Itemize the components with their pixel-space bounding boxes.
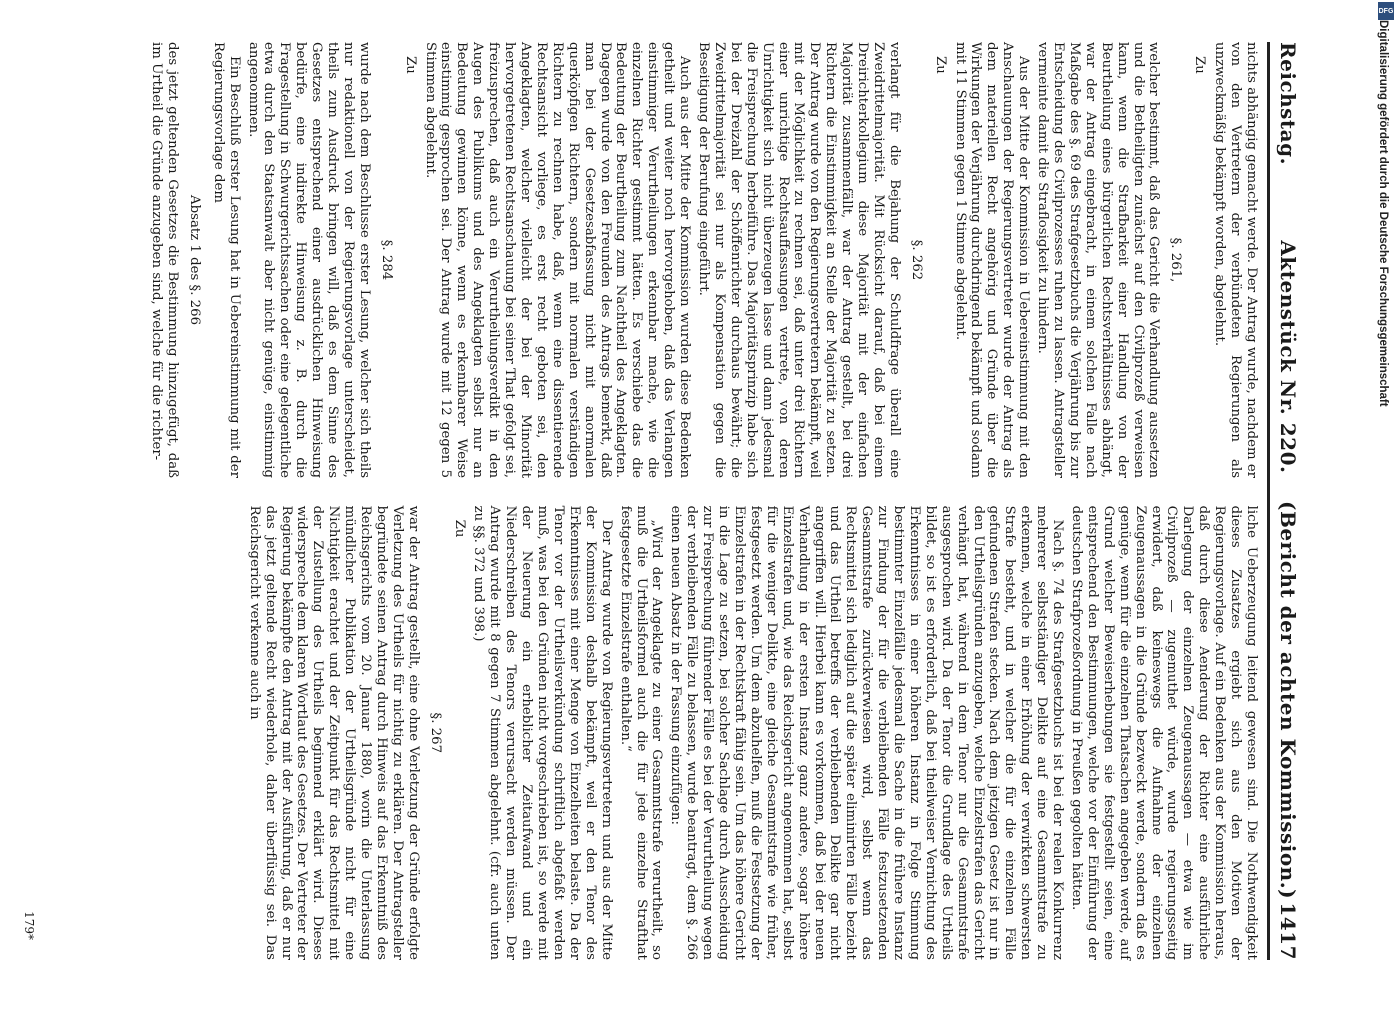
header-left-subtitle: Aktenstück Nr. 220. <box>1276 240 1300 474</box>
zu-label: Zu <box>402 56 418 74</box>
quoted-paragraph: „Wird der Angeklagte zu einer Gesammtstrafe verurtheilt, so muß die Urtheilsformel auch die für jede einzelne Strafthat festgesetzte Einzelstrafe enthalten.“ <box>617 505 665 960</box>
dfg-logo-icon: DFG <box>1378 2 1394 20</box>
zu-label: Zu <box>1192 56 1208 74</box>
paragraph: wurde nach dem Beschlusse erster Lesung, welcher sich theils nur redaktionell von der Regierungsvorlage unterscheidet, theils zum Ausdruck bringen will, daß es dem Sinne des Gesetzes entsprechend einer ausdrücklichen Hinweisung bedürfe, eine indirekte Hinweisung z. B. durch die Fragestellung in Schwurgerichtssachen oder eine gelegentliche etwa durch den Staatsanwalt aber nicht genüge, einstimmig angenommen. <box>245 42 372 479</box>
signature-mark: 179* <box>22 911 36 940</box>
paragraph: liche Ueberzeugung leitend gewesen sind. Die Nothwendigkeit dieses Zusatzes ergiebt sich aus den Motiven der Regierungsvorlage. Auf ein Bedenken aus der Kommission heraus, daß durch diese Aenderung der Richter eine ausführliche Darlegung der einzelnen Zeugenaussagen — etwa wie im Civilprozeß — zugemuthet würde, wurde regierungsseitig erwidert, daß keineswegs die Aufnahme der einzelnen Zeugenaussagen in die Gründe bezweckt werde, sondern daß es genüge, wenn für die einzelnen Thatsachen angegeben werde, auf Grund welcher Beweiserhebungen sie festgestellt seien, eine entsprechend den Bestimmungen, welche vor der Einführung der deutschen Strafprozeßordnung in Preußen gegolten hätten. <box>1069 505 1259 960</box>
paragraph: Nach §. 74 des Strafgesetzbuchs ist bei der realen Konkurrenz mehrerer selbstständiger Delikte auf eine Gesammtstrafe zu erkennen, welche in einer Erhöhung der verwirkten schwersten Strafe besteht, und in welcher die für die einzelnen Fälle gefundenen Strafen stecken. Nach dem jetzigen Gesetz ist nur in den Urtheilsgründen anzugeben, welche Einzelstrafen das Gericht verhängt hat, während in dem Tenor nur die Gesammtstrafe ausgesprochen wird. Da der Tenor die Grundlage des Urtheils bildet, so ist es erforderlich, daß bei theilweiser Vernichtung des Erkenntnisses in einer höheren Instanz in Folge Stimmung bestimmter Einzelfälle jedesmal die Sache in die frühere Instanz zur Findung der für die verbleibenden Fälle festzusetzenden Gesammtstrafe zurückverwiesen wird, selbst wenn das Rechtsmittel sich lediglich auf die später eliminirten Fälle bezieht und das Urtheil betreffs der verbleibenden Delikte gar nicht angegriffen will. Hierbei kann es vorkommen, daß bei der neuen Verhandlung in der ersten Instanz ganz andere, sogar höhere Einzelstrafen und, wie das Reichsgericht angenommen hat, selbst für die weniger Delikte, eine gleiche Gesammtstrafe wie früher, festgesetzt werden. Um dem abzuhelfen, muß die Festsetzung der Einzelstrafen in der Rechtskraft fähig sein. Um das höhere Gericht in die Lage zu setzen, bei solcher Sachlage durch Ausscheidung zur Freisprechung führender Fälle es bei der Verurtheilung wegen der verbleibenden Fälle zu belassen, wurde beantragt, dem §. 266 einen neuen Absatz in der Fassung einzufügen: <box>668 505 1066 960</box>
header-right-title: (Bericht der achten Kommission.) <box>1276 501 1300 900</box>
zu-label: Zu <box>932 56 948 74</box>
paragraph: des jetzt geltenden Gesetzes die Bestimmung hinzugefügt, daß im Urtheil die Gründe anzugeben sind, welche für die richter- <box>149 42 180 479</box>
paragraph: Aus der Mitte der Kommission in Uebereinstimmung mit den Anschauungen der Regierungsvertreter wurde der Antrag als dem materiellen Recht angehörig und Gründe über die Wirkungen der Verjährung durchdringend bekämpft und sodann mit 11 Stimmen gegen 1 Stimme abgelehnt. <box>952 42 1032 479</box>
paragraph: verlangt für die Bejahung der Schuldfrage überall eine Zweidrittelmajorität. Mit Rücksicht darauf, daß bei einem Dreirichterkollegium diese Majorität mit der einfachen Majorität zusammenfällt, war der Antrag gestellt, bei drei Richtern die Einstimmigkeit an Stelle der Majorität zu setzen. Der Antrag wurde von den Regierungsvertretern bekämpft, weil mit der Möglichkeit zu rechnen sei, daß unter drei Richtern einer unrichtige Rechtsauffassungen vertrete, von deren Unrichtigkeit sich nicht überzeugen lasse und dann jedesmal die Freisprechung herbeiführe. Das Majoritätsprinzip habe sich bei der Dreizahl der Schöffenrichter durchaus bewährt; die Zweidrittelmajorität sei nur als Kompensation gegen die Beseitigung der Berufung eingeführt. <box>696 42 902 479</box>
page-number: 1417 <box>1276 902 1300 960</box>
paragraph: Der Antrag wurde von Regierungsvertretern und aus der Mitte der Kommission deshalb bekämpft, weil er den Tenor des Erkenntnisses mit einer Menge von Einzelheiten belaste. Da der Tenor vor der Urtheilsverkündung schriftlich abgefaßt werden muß, was bei den Gründen nicht vorgeschrieben ist, so werde mit der Neuerung ein erheblicher Zeitaufwand und ein Niederschreiben des Tenors verursacht werden müssen. Der Antrag wurde mit 8 gegen 7 Stimmen abgelehnt. (cfr. auch unten zu §§. 372 und 398.) <box>471 505 614 960</box>
paragraph: Auch aus der Mitte der Kommission wurden diese Bedenken getheilt und weiter noch hervorgehoben, daß das Verlangen einstimmiger Verurtheilungen erkennbar mache, wie die einzelnen Richter gestimmt hätten. Es verschiebe das die Bedeutung der Beurtheilung zum Nachtheil des Angeklagten. Dagegen wurde von den Freunden des Antrags bemerkt, daß man bei der Gesetzesabfassung nicht mit anormalen querköpfigen Richtern, sondern mit normalen verständigen Richtern zu rechnen habe, daß, wenn eine dissentierende Rechtsansicht vorliege, es erst recht geboten sei, den Angeklagten, welcher vielleicht der bei der Minorität hervorgetretenen Rechtsanschauung bei seiner That gefolgt sei, freizusprechen, daß auch ein Verurtheilungsverdikt in den Augen des Publikums und des Angeklagten selbst nur an Bedeutung gewinnen könne, wenn es erkennbarer Weise einstimmig gesprochen sei. Der Antrag wurde mit 12 gegen 5 Stimmen abgelehnt. <box>422 42 693 479</box>
credit-strip <box>1372 20 1394 1000</box>
credit-text: Digitalisierung gefördert durch die Deutsche Forschungsgemeinschaft <box>1377 20 1389 407</box>
paragraph: war der Antrag gestellt, eine ohne Verletzung der Gründe erfolgte Verletzung des Urtheils für nichtig zu erklären. Der Antragsteller begründete seinen Antrag durch Hinweis auf das Erkenntniß des Reichsgerichts vom 20. Januar 1880, worin die Unterlassung mündlicher Publikation der Urtheilsgründe nicht für eine Nichtigkeit erachtet und der Zeitpunkt für das Rechtsmittel mit der Zustellung des Urtheils beginnend erklärt wird. Dieses widerspreche dem klaren Wortlaut des Gesetzes. Der Vertreter der Regierung bekämpfte den Antrag mit der Ausführung, daß er nur das jetzt geltende Recht wiederhole, daher überflüssig sei. Das Reichsgericht verkenne auch in <box>246 505 421 960</box>
right-column <box>109 506 1259 960</box>
paragraph: welcher bestimmt, daß das Gericht die Verhandlung aussetzen und die Betheiligten zunächst auf den Civilprozeß verweisen kann, wenn die Strafbarkeit einer Handlung von der Beurtheilung eines bürgerlichen Rechtsverhältnisses abhängt, war der Antrag eingebracht, in einem solchen Falle nach Maßgabe des §. 69 des Strafgesetzbuchs die Verjährung bis zur Entscheidung des Civilprozesses ruhen zu lassen. Antragsteller vermeinte damit die Straflosigkeit zu hindern. <box>1035 42 1162 479</box>
left-column <box>109 42 1259 478</box>
page-header <box>1267 42 1300 960</box>
zu-label: Zu <box>451 519 467 538</box>
section-heading: §. 262 <box>908 239 924 281</box>
section-heading: Absatz 1 des §. 266 <box>186 195 202 326</box>
section-heading: §. 267 <box>427 712 443 754</box>
paragraph: Ein Beschluß erster Lesung hat in Uebereinstimmung mit der Regierungsvorlage dem <box>210 42 242 479</box>
section-heading: §. 261, <box>1168 237 1184 283</box>
paragraph: nichts abhängig gemacht werde. Der Antrag wurde, nachdem er von den Vertretern der verbündeten Regierungen als unzweckmäßig bekämpft worden, abgelehnt. <box>1212 42 1259 479</box>
header-left-title: Reichstag. <box>1276 42 1300 166</box>
section-heading: §. 284 <box>378 239 394 281</box>
